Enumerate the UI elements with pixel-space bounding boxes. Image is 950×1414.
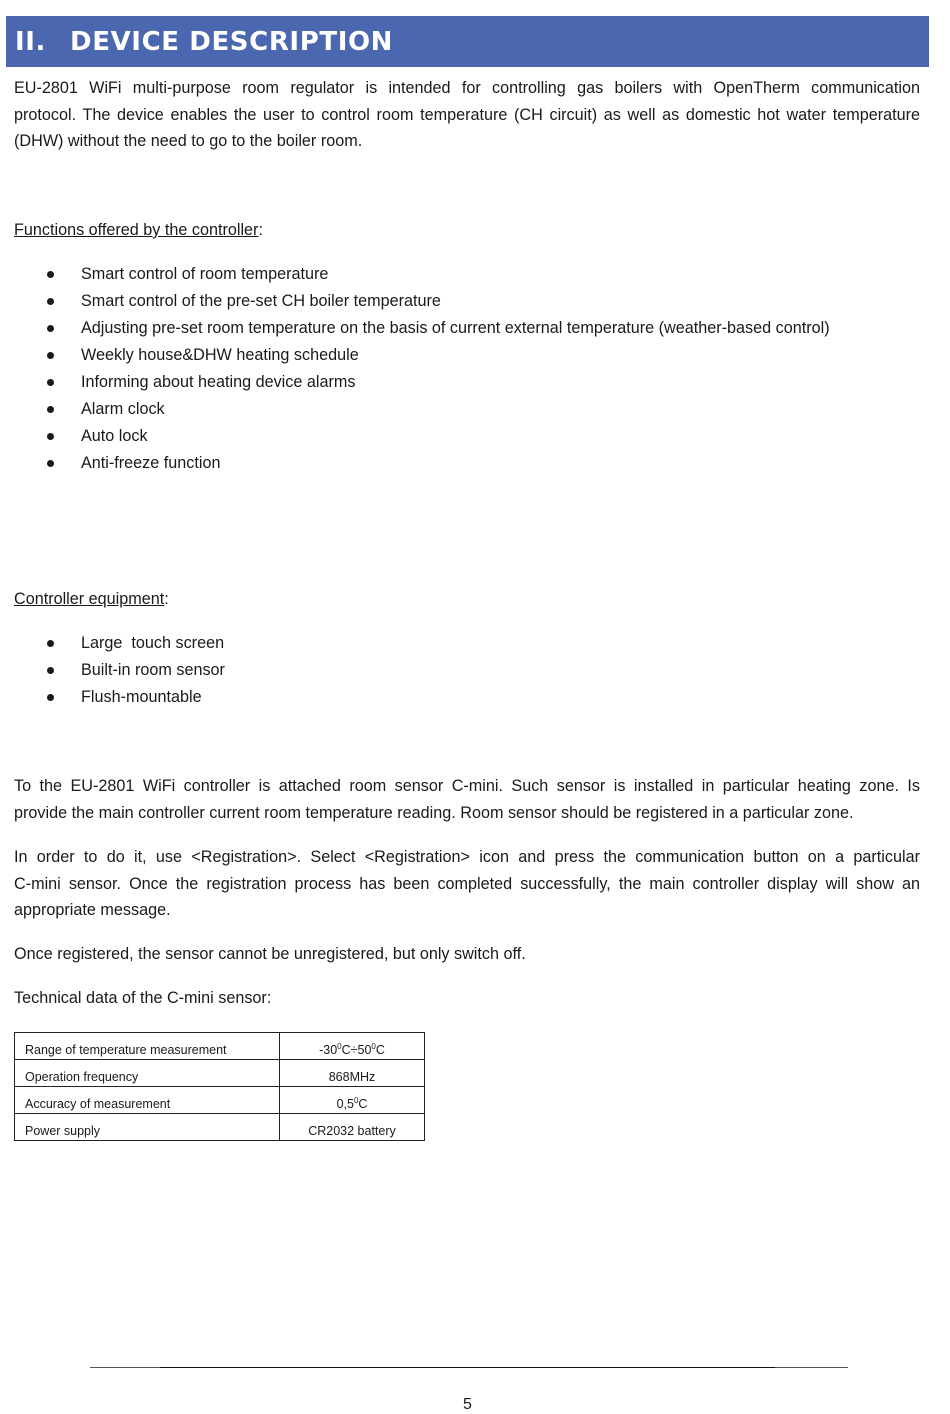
table-row (15, 1087, 425, 1114)
bullet-icon (47, 667, 54, 674)
intro-paragraph (14, 75, 920, 155)
registration-line: In order to do it, use <Registration>. Select <Registration> icon and press the communication button on a particular (14, 848, 920, 866)
page-number: 5 (463, 1396, 472, 1413)
list-item-text: Flush-mountable (81, 688, 202, 706)
equipment-heading (14, 588, 169, 610)
intro-line: EU-2801 WiFi multi-purpose room regulator is intended for controlling gas boilers with OpenTherm communication (14, 79, 920, 97)
bullet-icon (47, 640, 54, 647)
list-item-text: Auto lock (81, 427, 148, 445)
list-item (0, 630, 225, 657)
list-item (0, 450, 830, 477)
equipment-list (0, 630, 225, 711)
footer-divider (90, 1367, 848, 1368)
bullet-icon (47, 298, 54, 305)
tech-data-title: Technical data of the C-mini sensor: (14, 989, 272, 1007)
list-item-text: Large touch screen (81, 634, 225, 652)
list-item-text: Alarm clock (81, 400, 165, 418)
table-row (15, 1060, 425, 1087)
list-item (0, 423, 830, 450)
functions-heading-text: Functions offered by the controller (14, 221, 259, 239)
list-item-text: Built-in room sensor (81, 661, 225, 679)
table-cell-value: $-30^0C\div 50^0C$ (280, 1033, 425, 1060)
registration-line: C-mini sensor. Once the registration process has been completed successfully, the main controller display will show an (14, 874, 920, 893)
sensor-paragraph (14, 773, 920, 826)
list-item (0, 396, 830, 423)
list-item (0, 657, 225, 684)
bullet-icon (47, 379, 54, 386)
sensor-line: To the EU-2801 WiFi controller is attached room sensor C-mini. Such sensor is installed in particular heating zone. Is (14, 777, 920, 795)
section-title-text: DEVICE DESCRIPTION (70, 26, 394, 57)
list-item-text: Smart control of room temperature (81, 265, 329, 283)
unregister-note: Once registered, the sensor cannot be unregistered, but only switch off. (14, 945, 526, 963)
table-cell-label: Operation frequency (15, 1060, 280, 1087)
list-item-text: Informing about heating device alarms (81, 373, 356, 391)
equipment-heading-colon: : (164, 590, 169, 608)
bullet-icon (47, 406, 54, 413)
table-cell-value: CR2032 battery (280, 1114, 425, 1141)
table-cell-label: Power supply (15, 1114, 280, 1141)
functions-heading-colon: : (258, 221, 263, 239)
registration-line: appropriate message. (14, 901, 171, 919)
section-number: II. (15, 26, 47, 57)
functions-heading (14, 219, 263, 241)
bullet-icon (47, 460, 54, 467)
table-row (15, 1114, 425, 1141)
bullet-icon (47, 271, 54, 278)
list-item-text: Weekly house&DHW heating schedule (81, 346, 359, 364)
list-item-text: Smart control of the pre-set CH boiler temperature (81, 292, 441, 310)
intro-line: (DHW) without the need to go to the boiler room. (14, 132, 363, 150)
bullet-icon (47, 325, 54, 332)
list-item (0, 684, 225, 711)
equipment-heading-text: Controller equipment (14, 590, 165, 608)
sensor-line: provide the main controller current room temperature reading. Room sensor should be registered in a particular zone. (14, 803, 854, 822)
section-title (15, 27, 393, 57)
bullet-icon (47, 352, 54, 359)
functions-list (0, 261, 830, 477)
registration-paragraph (14, 844, 920, 924)
intro-line: protocol. The device enables the user to control room temperature (CH circuit) as well as domestic hot water temperature (14, 105, 920, 124)
list-item (0, 261, 830, 288)
section-header (6, 16, 929, 67)
list-item (0, 315, 830, 342)
list-item-text: Anti-freeze function (81, 454, 221, 472)
list-item (0, 369, 830, 396)
list-item (0, 342, 830, 369)
table-row (15, 1033, 425, 1060)
tech-data-table (14, 1032, 425, 1141)
table-cell-value: $0,5^0C$ (280, 1087, 425, 1114)
list-item (0, 288, 830, 315)
list-item-text: Adjusting pre-set room temperature on the basis of current external temperature (weather-based control) (81, 319, 830, 337)
table-cell-value: 868MHz (280, 1060, 425, 1087)
bullet-icon (47, 694, 54, 701)
table-cell-label: Accuracy of measurement (15, 1087, 280, 1114)
bullet-icon (47, 433, 54, 440)
table-cell-label: Range of temperature measurement (15, 1033, 280, 1060)
